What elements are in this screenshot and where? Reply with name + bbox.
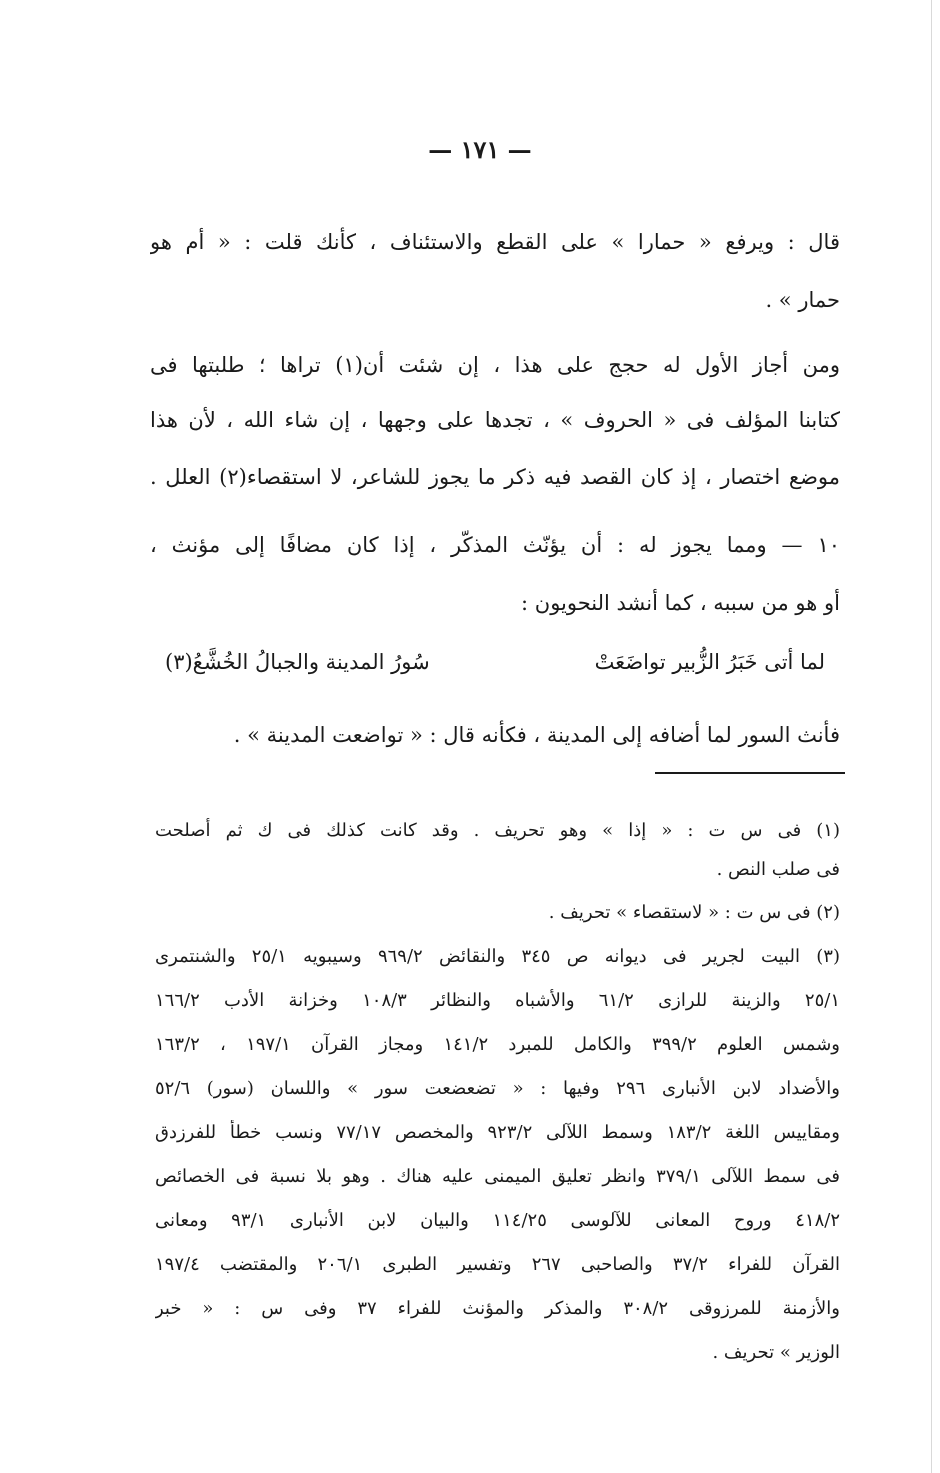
footnote-line: ومقاييس اللغة ١٨٣/٢ وسمط اللآلى ٩٢٣/٢ والمخصص ٧٧/١٧ ونسب خطأ للفرزدق [155,1122,840,1143]
footnote-line: والأضداد لابن الأنبارى ٢٩٦ وفيها : « تضعضعت سور » واللسان (سور) ٥٢/٦ [155,1078,840,1099]
poetry-verse [165,650,825,700]
footnote-line: القرآن للفراء ٣٧/٢ والصاحبى ٢٦٧ وتفسير الطبرى ٢٠٦/١ والمقتضب ١٩٧/٤ [155,1254,840,1275]
body-line: حمار » . [765,288,840,312]
body-line: موضع اختصار ، إذ كان القصد فيه ذكر ما يجوز للشاعر، لا استقصاء(٢) العلل . [150,465,840,489]
verse-second-hemistich: سُورُ المدينة والجبالُ الخُشَّعُ(٣) [165,650,430,674]
footnote-line: والأزمنة للمرزوقى ٣٠٨/٢ والمذكر والمؤنث للفراء ٣٧ وفى س : « خبر [155,1298,840,1319]
footnote-line: فى صلب النص . [716,859,840,880]
footnote-line: (٣) البيت لجرير فى ديوانه ص ٣٤٥ والنقائض ٩٦٩/٢ وسيبويه ٢٥/١ والشنتمرى [155,946,840,967]
body-line-after-verse: فأنث السور لما أضافه إلى المدينة ، فكأنه قال : « تواضعت المدينة » . [233,723,840,747]
page-number: — ١٧١ — [428,135,532,164]
footnote-line: ٢٥/١ والزينة للرازى ٦١/٢ والأشباه والنظائر ١٠٨/٣ وخزانة الأدب ١٦٦/٢ [155,990,840,1011]
page-edge-line [931,0,932,1473]
body-line: أو هو من سببه ، كما أنشد النحويون : [521,591,840,615]
footnote-line: (١) فى س ت : « إذا » وهو تحريف . وقد كانت كذلك فى ك ثم أصلحت [155,820,840,841]
footnote-separator [655,772,845,774]
footnote-line: وشمس العلوم ٣٩٩/٢ والكامل للمبرد ١٤١/٢ ومجاز القرآن ١٩٧/١ ، ١٦٣/٢ [155,1034,840,1055]
body-line: ١٠ — ومما يجوز له : أن يؤنّث المذكّر ، إذا كان مضافًا إلى مؤنث ، [150,533,840,557]
verse-first-hemistich: لما أتى خَبَرُ الزُّبير تواضَعَتْ [594,650,825,674]
body-line: قال : ويرفع « حمارا » على القطع والاستئناف ، كأنك قلت : « أم هو [150,230,840,254]
body-line: كتابنا المؤلف فى « الحروف » ، تجدها على وجهها ، إن شاء الله ، لأن هذا [150,408,840,432]
footnote-line: (٢) فى س ت : « لاستقصاء » تحريف . [548,902,840,923]
footnote-line: الوزير » تحريف . [712,1342,840,1363]
body-line: ومن أجاز الأول له حجج على هذا ، إن شئت أن(١) تراها ؛ طلبتها فى [150,353,840,377]
footnote-line: فى سمط اللآلى ٣٧٩/١ وانظر تعليق الميمنى عليه هناك . وهو بلا نسبة فى الخصائص [155,1166,840,1187]
footnote-line: ٤١٨/٢ وروح المعانى للآلوسى ١١٤/٢٥ والبيان لابن الأنبارى ٩٣/١ ومعانى [155,1210,840,1231]
